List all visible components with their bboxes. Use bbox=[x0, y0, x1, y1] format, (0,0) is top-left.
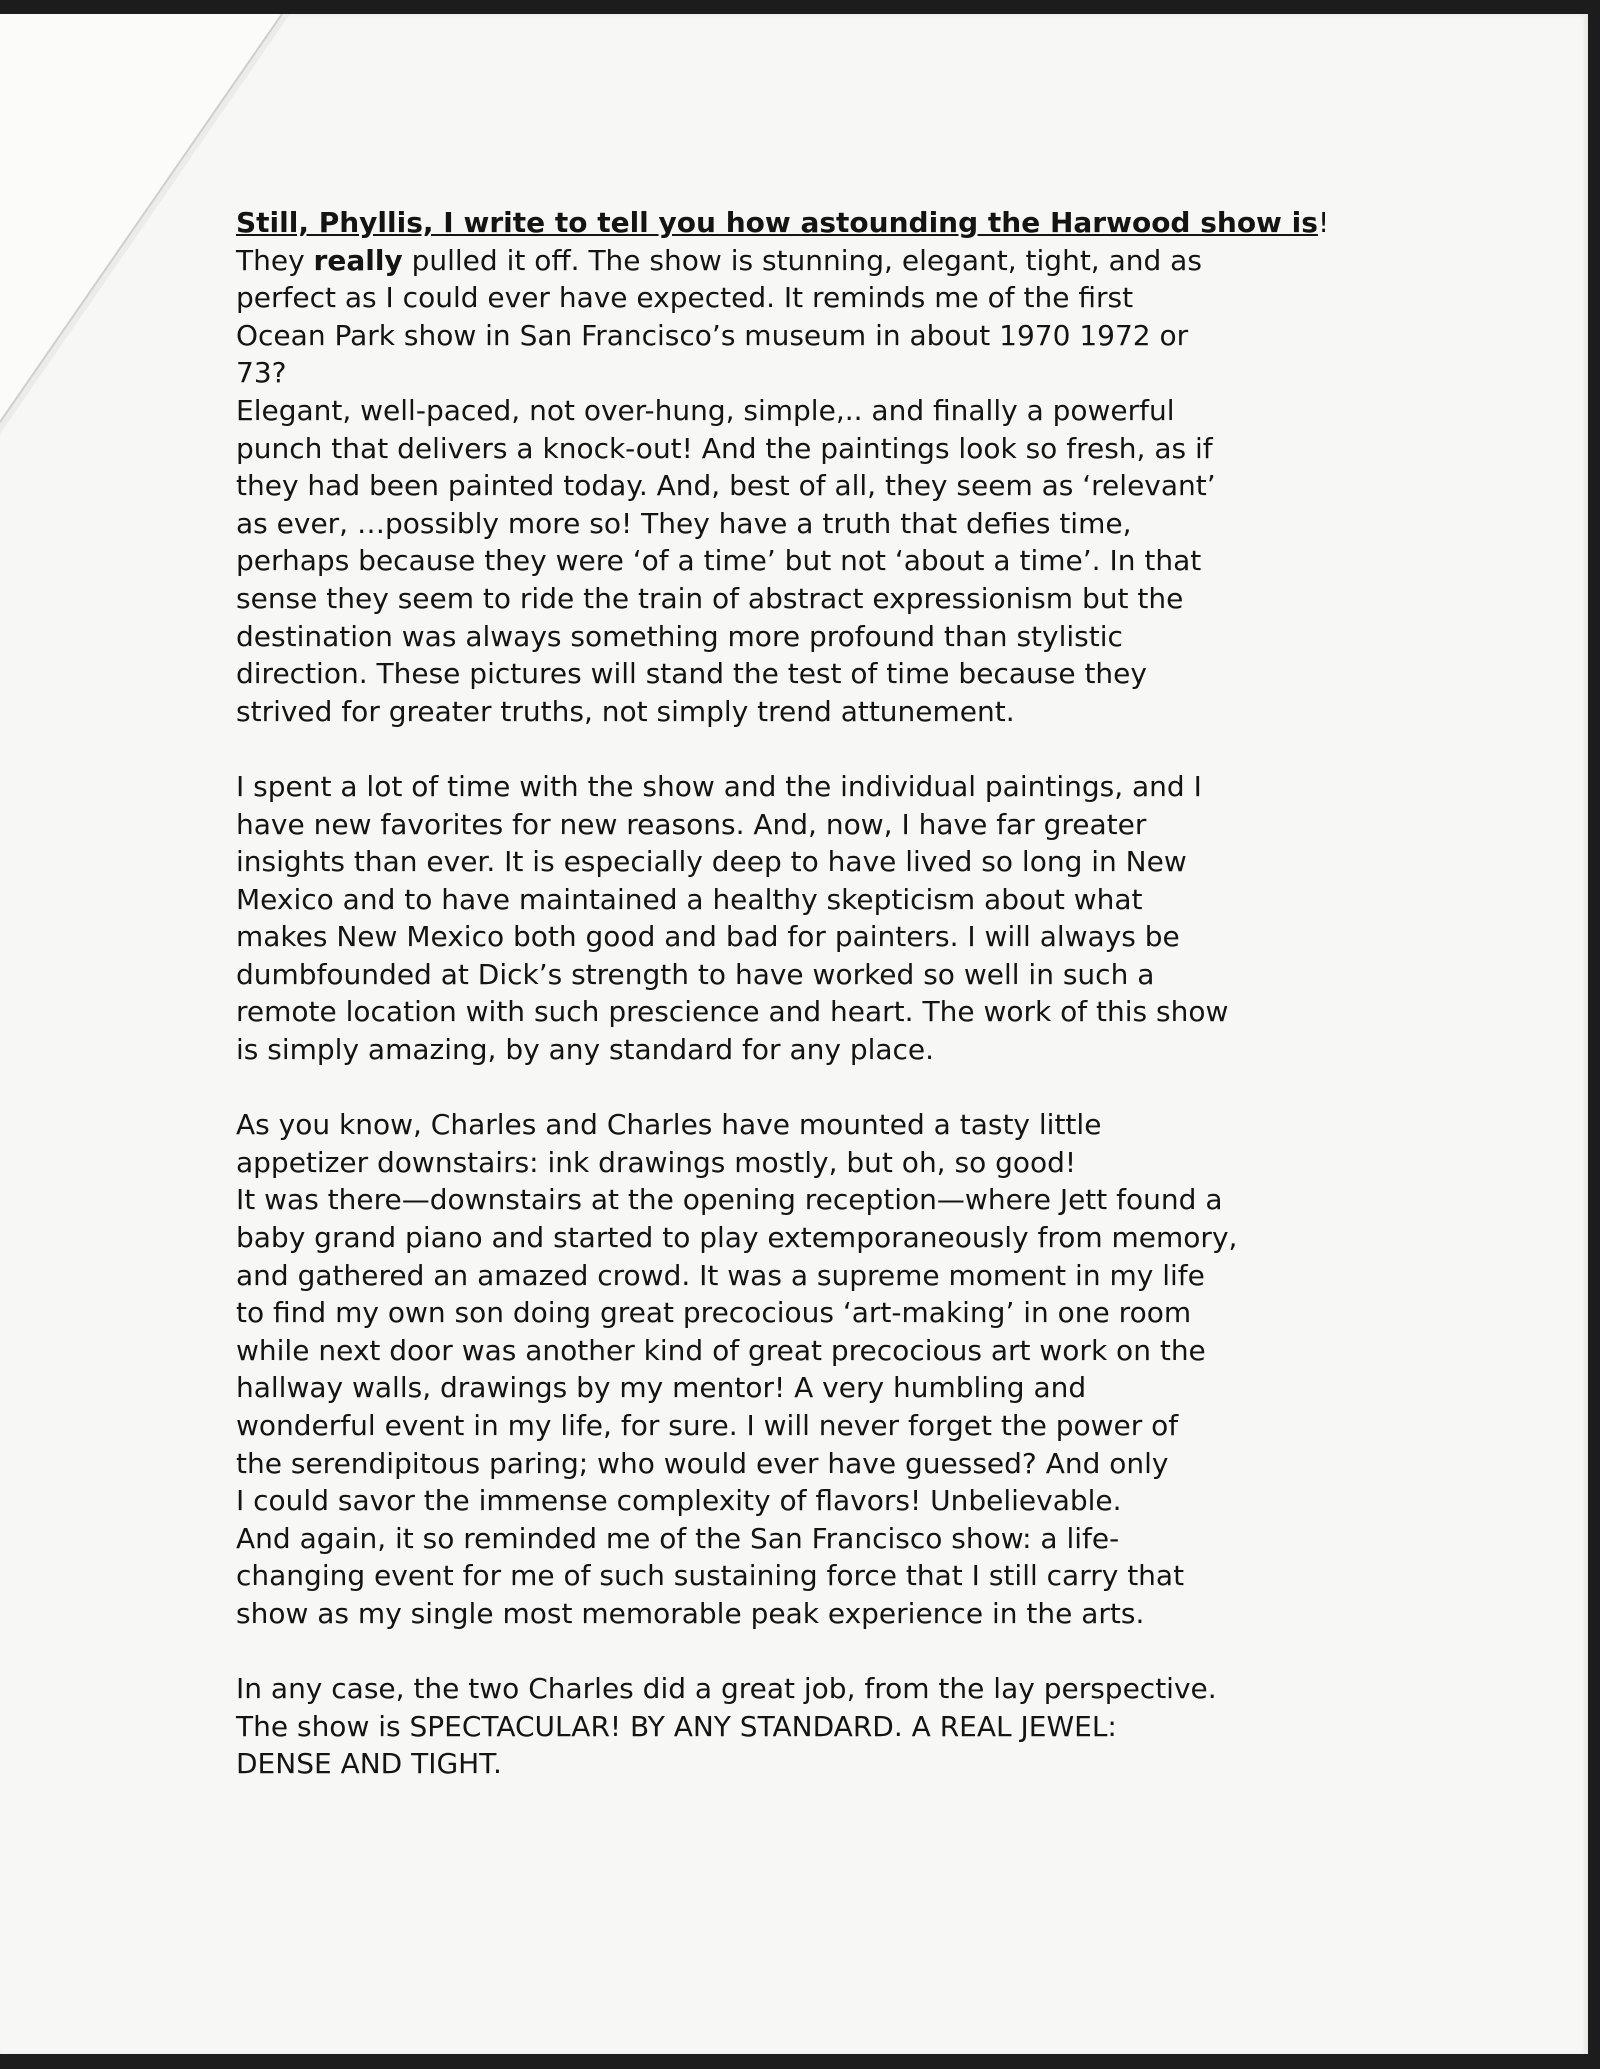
paragraph-4: In any case, the two Charles did a great job, from the lay perspective. The show is SPECTACULAR! BY ANY STANDARD. A REAL JEWEL: DENSE AND TIGHT. bbox=[236, 1672, 1217, 1781]
paragraph-1 bbox=[236, 242, 1376, 731]
letter-body bbox=[236, 204, 1376, 1783]
paragraph-3: As you know, Charles and Charles have mounted a tasty little appetizer downstairs: ink drawings mostly, but oh, so good! It was there—downstairs at the opening reception—where Jett found a baby grand piano and started to play extemporaneously from memory, and gathered an amazed crowd. It was a supreme moment in my life to find my own son doing great precocious ‘art-making’ in one room while next door was another kind of great precocious art work on the hallway walls, drawings by my mentor! A very humbling and wonderful event in my life, for sure. I will never forget the power of the serendipitous paring; who would ever have guessed? And only I could savor the immense complexity of flavors! Unbelievable. And again, it so reminded me of the San Francisco show: a life- changing event for me of such sustaining force that I still carry that show as my single most memorable peak experience in the arts. bbox=[236, 1108, 1238, 1630]
letter-heading bbox=[236, 204, 1376, 242]
letter-page bbox=[0, 14, 1588, 2054]
paragraph-2: I spent a lot of time with the show and the individual paintings, and I have new favorites for new reasons. And, now, I have far greater insights than ever. It is especially deep to have lived so long in New Mexico and to have maintained a healthy skepticism about what makes New Mexico both good and bad for painters. I will always be dumbfounded at Dick’s strength to have worked so well in such a remote location with such prescience and heart. The work of this show is simply amazing, by any standard for any place. bbox=[236, 769, 1229, 1067]
heading-underlined: Still, Phyllis, I write to tell you how astounding the Harwood show is bbox=[236, 206, 1318, 239]
paragraph-1-start: They bbox=[236, 243, 314, 277]
heading-tail: ! bbox=[1317, 206, 1330, 239]
emphasis-really: really bbox=[313, 243, 403, 277]
paragraph-1-rest: pulled it off. The show is stunning, elegant, tight, and as perfect as I could ever have expected. It reminds me of the first Ocean Park show in San Francisco’s museum in about 1970 1972 or 73? Elegant, well-paced, not over-hung, simple,.. and finally a powerful punch that delivers a knock-out! And the paintings look so fresh, as if they had been painted today. And, best of all, they seem as ‘relevant’ as ever, …possibly more so! They have a truth that defies time, perhaps because they were ‘of a time’ but not ‘about a time’. In that sense they seem to ride the train of abstract expressionism but the destination was always something more profound than stylistic direction. These pictures will stand the test of time because they strived for greater truths, not simply trend attunement. bbox=[236, 243, 1216, 728]
